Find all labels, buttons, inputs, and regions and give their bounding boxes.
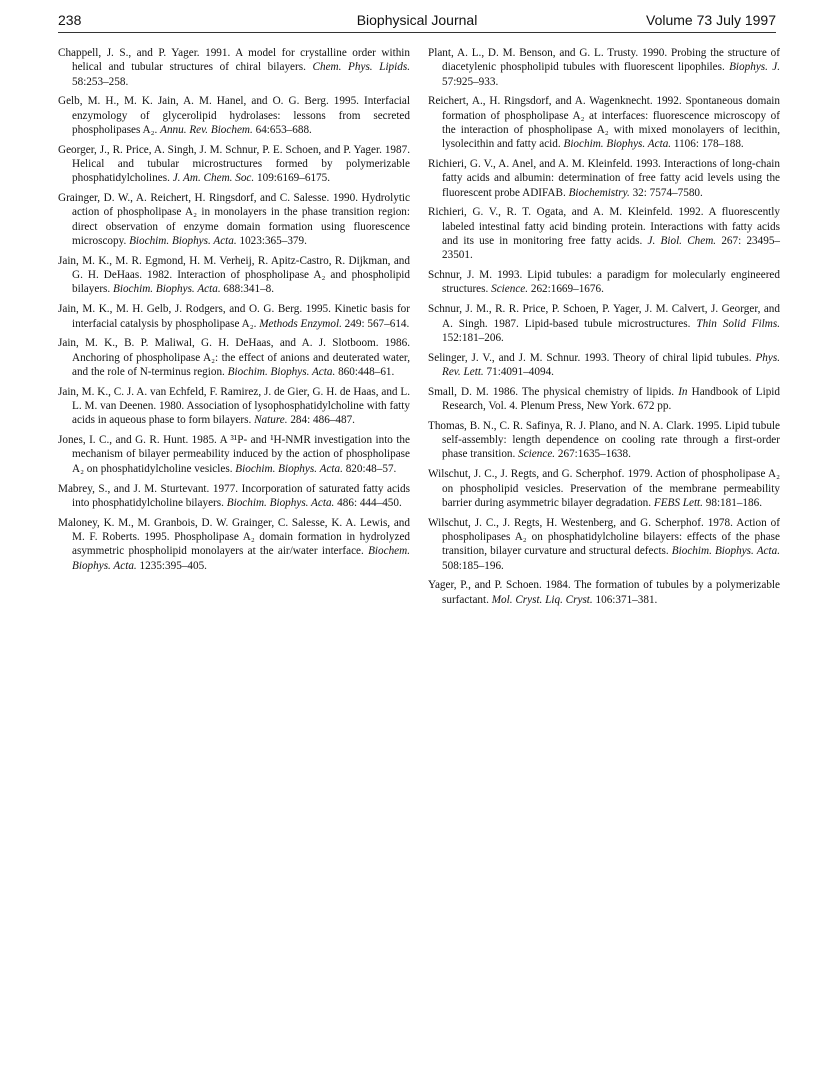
reference-journal: Biophys. J.: [729, 61, 780, 74]
reference-journal: Methods Enzymol.: [259, 317, 342, 330]
reference-richieri-anel: [428, 157, 780, 200]
reference-journal: In: [678, 385, 688, 398]
reference-volume-pages: 820:48–57.: [342, 462, 397, 475]
reference-citation: Jain, M. K., M. H. Gelb, J. Rodgers, and O. G. Berg. 1995. Kinetic basis for interfacial catalysis by phospholipase A₂.: [58, 303, 410, 330]
reference-volume-pages: Handbook of Lipid Research, Vol. 4. Plenum Press, New York. 672 pp.: [442, 385, 781, 413]
reference-citation: Selinger, J. V., and J. M. Schnur. 1993. Theory of chiral lipid tubules.: [428, 351, 752, 364]
page-number: 238: [58, 12, 82, 28]
reference-jain-gelb: [58, 302, 410, 331]
reference-journal: Nature.: [254, 414, 288, 427]
reference-jain-maliwal: [58, 336, 410, 379]
reference-volume-pages: 249: 567–614.: [341, 317, 410, 330]
reference-journal: Biochim. Biophys. Acta.: [235, 462, 343, 475]
reference-volume-pages: 486: 444–450.: [334, 496, 402, 509]
reference-journal: Science.: [491, 283, 529, 296]
reference-volume-pages: 508:185–196.: [442, 559, 504, 572]
reference-citation: Schnur, J. M. 1993. Lipid tubules: a paradigm for molecularly engineered structures.: [428, 269, 780, 296]
reference-jones: [58, 433, 410, 476]
reference-reichert: [428, 94, 780, 151]
reference-volume-pages: 860:448–61.: [335, 365, 395, 378]
reference-journal: Biochim. Biophys. Acta.: [226, 496, 335, 509]
reference-journal: Biochem. Biophys. Acta.: [72, 545, 410, 572]
reference-citation: Chappell, J. S., and P. Yager. 1991. A model for crystalline order within helical and tubular structures of chiral bilayers.: [58, 47, 410, 74]
reference-citation: Reichert, A., H. Ringsdorf, and A. Wagenknecht. 1992. Spontaneous domain formation of phospholipase A₂ at interfaces: fluorescence microscopy of the interaction of phospholipase A₂ with mixed monolayers of lecithin, lysolecithin and fatty acid.: [428, 95, 780, 151]
reference-volume-pages: 64:653–688.: [252, 123, 312, 136]
reference-wilschut-1979: [428, 467, 780, 510]
reference-citation: Maloney, K. M., M. Granbois, D. W. Grainger, C. Salesse, K. A. Lewis, and M. F. Roberts. 1995. Phospholipase A₂ domain formation in hydrolyzed asymmetric phospholipid monolayers at the air/water interface.: [58, 516, 410, 558]
reference-citation: Mabrey, S., and J. M. Sturtevant. 1977. Incorporation of saturated fatty acids into phosphatidylcholine bilayers.: [58, 482, 410, 509]
reference-wilschut-1978: [428, 516, 780, 573]
volume-date: Volume 73 July 1997: [646, 12, 776, 28]
reference-volume-pages: 284: 486–487.: [287, 414, 355, 427]
reference-citation: Small, D. M. 1986. The physical chemistry of lipids.: [428, 385, 675, 398]
references-right-column: [428, 46, 780, 612]
reference-journal: Biochim. Biophys. Acta.: [113, 283, 221, 296]
reference-journal: FEBS Lett.: [653, 496, 703, 509]
reference-citation: Schnur, J. M., R. R. Price, P. Schoen, P. Yager, J. M. Calvert, J. Georger, and A. Singh. 1987. Lipid-based tubule microstructures.: [428, 303, 780, 330]
reference-citation: Jain, M. K., M. R. Egmond, H. M. Verheij, R. Apitz-Castro, R. Dijkman, and G. H. DeHaas. 1982. Interaction of phospholipase A₂ and phospholipid bilayers.: [58, 254, 410, 296]
reference-mabrey: [58, 482, 410, 511]
reference-volume-pages: 262:1669–1676.: [528, 283, 604, 296]
reference-schnur-1993: [428, 268, 780, 297]
reference-citation: Georger, J., R. Price, A. Singh, J. M. Schnur, P. E. Schoen, and P. Yager. 1987. Helical and tubular microstructures formed by polymerizable phosphatidylcholines.: [58, 143, 410, 185]
reference-jain-vanechfeld: [58, 385, 410, 428]
reference-journal: Biochim. Biophys. Acta.: [671, 545, 780, 558]
reference-journal: J. Biol. Chem.: [647, 235, 717, 248]
reference-volume-pages: 688:341–8.: [220, 283, 275, 296]
running-header: [58, 12, 776, 32]
reference-journal: Biochim. Biophys. Acta.: [227, 365, 336, 378]
reference-journal: Chem. Phys. Lipids.: [312, 61, 410, 74]
reference-citation: Grainger, D. W., A. Reichert, H. Ringsdorf, and C. Salesse. 1990. Hydrolytic action of phospholipase A₂ in monolayers in the phase transition region: direct observation of enzyme domain formation using fluorescence microscopy.: [58, 192, 410, 248]
reference-volume-pages: 152:181–206.: [442, 331, 504, 344]
reference-volume-pages: 32: 7574–7580.: [629, 186, 703, 199]
reference-volume-pages: 1023:365–379.: [236, 235, 307, 248]
reference-maloney: [58, 516, 410, 573]
reference-schnur-1987: [428, 302, 780, 345]
reference-volume-pages: 71:4091–4094.: [483, 365, 554, 378]
reference-volume-pages: 1235:395–405.: [136, 559, 207, 572]
reference-thomas: [428, 419, 780, 462]
references-left-column: [58, 46, 410, 578]
reference-volume-pages: 106:371–381.: [592, 593, 658, 606]
reference-chappell: [58, 46, 410, 89]
reference-grainger: [58, 191, 410, 248]
reference-journal: J. Am. Chem. Soc.: [172, 172, 255, 185]
reference-journal: Biochim. Biophys. Acta.: [563, 138, 672, 151]
reference-citation: Plant, A. L., D. M. Benson, and G. L. Trusty. 1990. Probing the structure of diacetylenic phospholipid tubules with fluorescent lipophiles.: [428, 47, 780, 74]
reference-citation: Richieri, G. V., R. T. Ogata, and A. M. Kleinfeld. 1992. A fluorescently labeled intestinal fatty acid binding protein. Interactions with fatty acids and its use in monitoring free fatty acids.: [428, 206, 780, 248]
reference-citation: Jain, M. K., C. J. A. van Echfeld, F. Ramirez, J. de Gier, G. H. de Haas, and L. L. M. van Deenen. 1980. Association of lysophosphatidylcholine with fatty acids in aqueous phase to form bilayers.: [58, 385, 410, 427]
reference-volume-pages: 58:253–258.: [72, 75, 129, 88]
reference-volume-pages: 57:925–933.: [442, 75, 499, 88]
reference-yager: [428, 578, 780, 607]
reference-richieri-ogata: [428, 205, 780, 262]
reference-jain-egmond: [58, 254, 410, 297]
reference-journal: Phys. Rev. Lett.: [442, 351, 781, 378]
reference-volume-pages: 267:1635–1638.: [555, 448, 631, 461]
reference-plant: [428, 46, 780, 89]
reference-volume-pages: 98:181–186.: [702, 496, 762, 509]
reference-small: [428, 385, 780, 414]
reference-citation: Richieri, G. V., A. Anel, and A. M. Kleinfeld. 1993. Interactions of long-chain fatty acids and albumin: determination of free fatty acid levels using the fluorescent probe ADIFAB.: [428, 158, 780, 199]
header-rule: [58, 32, 776, 33]
reference-citation: Jain, M. K., B. P. Maliwal, G. H. DeHaas, and A. J. Slotboom. 1986. Anchoring of phospholipase A₂: the effect of anions and deuterated water, and the role of N-terminus region.: [58, 337, 410, 378]
reference-volume-pages: 109:6169–6175.: [254, 172, 331, 185]
reference-selinger: [428, 351, 780, 380]
reference-gelb: [58, 94, 410, 137]
reference-journal: Mol. Cryst. Liq. Cryst.: [491, 593, 593, 606]
reference-journal: Thin Solid Films.: [696, 317, 781, 330]
reference-citation: Jones, I. C., and G. R. Hunt. 1985. A ³¹P- and ¹H-NMR investigation into the mechanism of bilayer permeability induced by the action of phospholipase A₂ on phosphatidylcholine vesicles.: [58, 434, 410, 475]
reference-journal: Science.: [518, 448, 556, 461]
reference-citation: Thomas, B. N., C. R. Safinya, R. J. Plano, and N. A. Clark. 1995. Lipid tubule self-assembly: length dependence on cooling rate through a first-order phase transition.: [428, 419, 780, 461]
reference-citation: Wilschut, J. C., J. Regts, and G. Scherphof. 1979. Action of phospholipase A₂ on phospholipid vesicles. Preservation of the membrane permeability barrier during asymmetric bilayer degradation.: [428, 468, 780, 509]
reference-journal: Annu. Rev. Biochem.: [160, 123, 253, 136]
reference-georger: [58, 143, 410, 186]
reference-citation: Wilschut, J. C., J. Regts, H. Westenberg, and G. Scherphof. 1978. Action of phospholipases A₂ on phosphatidylcholine bilayers: effects of the phase transition, bilayer curvature and structural defects.: [428, 516, 780, 558]
journal-title: Biophysical Journal: [356, 12, 478, 28]
reference-journal: Biochim. Biophys. Acta.: [129, 235, 237, 248]
reference-citation: Gelb, M. H., M. K. Jain, A. M. Hanel, and O. G. Berg. 1995. Interfacial enzymology of glycerolipid hydrolases: lessons from secreted phospholipases A₂.: [58, 95, 410, 136]
reference-citation: Yager, P., and P. Schoen. 1984. The formation of tubules by a polymerizable surfactant.: [428, 579, 780, 606]
reference-volume-pages: 267: 23495–23501.: [442, 235, 781, 262]
reference-volume-pages: 1106: 178–188.: [671, 138, 744, 151]
reference-journal: Biochemistry.: [568, 186, 630, 199]
